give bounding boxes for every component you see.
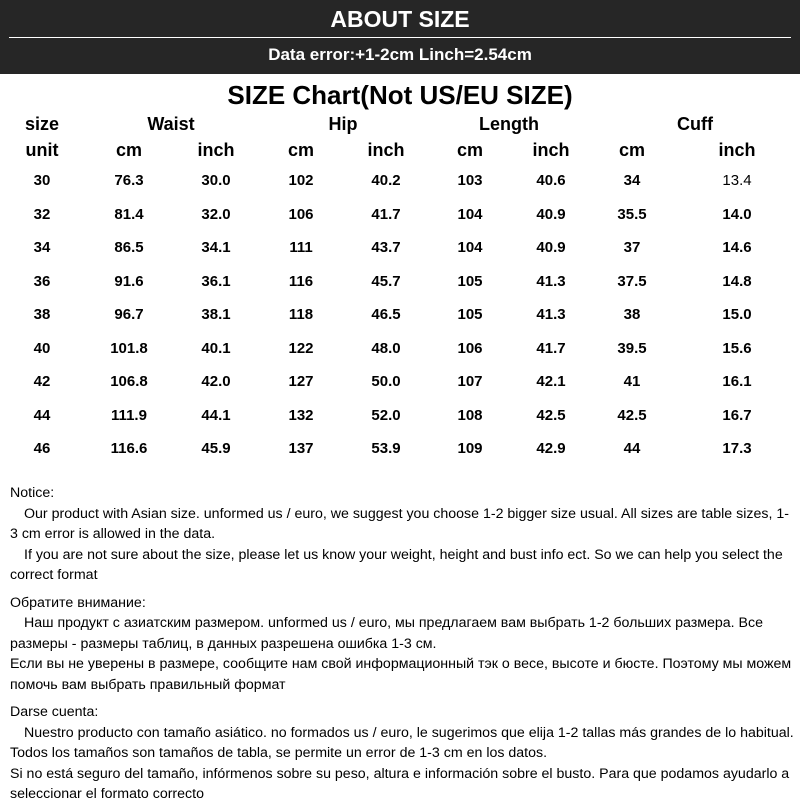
about-size-banner [0, 0, 800, 74]
size-cell: 36 [33, 272, 51, 290]
waist-inch-cell: 34.1 [201, 239, 231, 257]
length-cm-cell: 105 [457, 306, 483, 324]
hip-inch-header: inch [367, 140, 405, 160]
table-row [0, 298, 800, 332]
length-inch-cell: 41.3 [536, 306, 566, 324]
table-row [0, 164, 800, 198]
cuff-inch-cell: 13.4 [722, 172, 752, 190]
notice-heading-es: Darse cuenta: [10, 704, 99, 720]
hip-inch-cell: 41.7 [371, 205, 401, 223]
table-row [0, 231, 800, 265]
notice-section [10, 483, 795, 812]
waist-cm-cell: 86.5 [114, 239, 144, 257]
notice-es-paragraph-1: Nuestro producto con tamaño asiático. no formados us / euro, le sugerimos que elija 1-2 tallas más grandes de lo habitual. Todos los tamaños son tamaños de tabla, se permite un error de 1-3 cm en los datos. [10, 724, 794, 761]
cuff-inch-cell: 15.0 [722, 306, 752, 324]
cuff-cm-header: cm [618, 140, 645, 160]
header-length: Length [479, 114, 539, 134]
waist-inch-header: inch [197, 140, 235, 160]
unit-header-row [0, 137, 800, 164]
hip-cm-cell: 106 [288, 205, 314, 223]
notice-en-paragraph-1: Our product with Asian size. unformed us / euro, we suggest you choose 1-2 bigger size usual. All sizes are table sizes, 1-3 cm error is allowed in the data. [10, 505, 789, 542]
waist-inch-cell: 44.1 [201, 406, 231, 424]
hip-cm-cell: 137 [288, 440, 314, 458]
notice-es-paragraph-2: Si no está seguro del tamaño, infórmenos sobre su peso, altura e información sobre el busto. Para que podamos ayudarlo a seleccionar el formato correcto [10, 765, 790, 802]
notice-heading-ru: Обратите внимание: [10, 594, 146, 611]
header-hip: Hip [328, 114, 358, 134]
notice-ru-paragraph-1: Наш продукт с азиатским размером. unformed us / euro, мы предлагаем вам выбрать 1-2 больших размера. Все размеры - размеры таблиц, в данных разрешена ошибка 1-3 см. [10, 615, 763, 652]
table-row [0, 365, 800, 399]
banner-title: ABOUT SIZE [330, 6, 470, 32]
size-cell: 34 [33, 239, 51, 257]
waist-cm-cell: 106.8 [110, 373, 148, 391]
table-row [0, 399, 800, 433]
hip-inch-cell: 53.9 [371, 440, 401, 458]
hip-cm-cell: 118 [288, 306, 314, 324]
size-chart-table [0, 112, 800, 466]
waist-inch-cell: 36.1 [201, 272, 231, 290]
size-cell: 30 [33, 172, 51, 190]
length-cm-cell: 108 [457, 406, 483, 424]
waist-cm-cell: 91.6 [114, 272, 144, 290]
cuff-inch-cell: 15.6 [722, 339, 752, 357]
hip-inch-cell: 45.7 [371, 272, 401, 290]
cuff-inch-cell: 17.3 [722, 440, 752, 458]
length-inch-cell: 42.9 [536, 440, 566, 458]
size-cell: 46 [33, 440, 51, 458]
hip-inch-cell: 48.0 [371, 339, 401, 357]
hip-cm-cell: 132 [288, 406, 314, 424]
length-inch-cell: 42.5 [536, 406, 566, 424]
waist-inch-cell: 45.9 [201, 440, 231, 458]
cuff-cm-cell: 41 [623, 373, 641, 391]
hip-cm-cell: 127 [288, 373, 314, 391]
banner-subtitle: Data error:+1-2cm Linch=2.54cm [268, 45, 532, 64]
cuff-cm-cell: 38 [623, 306, 641, 324]
length-inch-cell: 40.6 [536, 172, 566, 190]
hip-inch-cell: 46.5 [371, 306, 401, 324]
banner-divider [9, 37, 791, 38]
cuff-inch-cell: 14.6 [722, 239, 752, 257]
length-inch-cell: 41.3 [536, 272, 566, 290]
table-row [0, 265, 800, 299]
length-inch-cell: 41.7 [536, 339, 566, 357]
waist-inch-cell: 32.0 [201, 205, 231, 223]
cuff-inch-cell: 14.0 [722, 205, 752, 223]
table-row [0, 198, 800, 232]
waist-inch-cell: 40.1 [201, 339, 231, 357]
cuff-inch-header: inch [718, 140, 756, 160]
cuff-cm-cell: 35.5 [617, 205, 647, 223]
hip-inch-cell: 40.2 [371, 172, 401, 190]
group-header-row [0, 112, 800, 137]
waist-cm-header: cm [115, 140, 142, 160]
cuff-cm-cell: 42.5 [617, 406, 647, 424]
size-cell: 32 [33, 205, 51, 223]
header-cuff: Cuff [677, 114, 713, 134]
size-cell: 44 [33, 406, 51, 424]
cuff-cm-cell: 39.5 [617, 339, 647, 357]
hip-inch-cell: 50.0 [371, 373, 401, 391]
header-size: size [24, 114, 60, 134]
waist-cm-cell: 76.3 [114, 172, 144, 190]
notice-en-paragraph-2: If you are not sure about the size, please let us know your weight, height and bust info ect. So we can help you select the correct format [10, 546, 783, 583]
notice-ru-paragraph-2: Если вы не уверены в размере, сообщите нам свой информационный тэк о весе, высоте и бюсте. Поэтому мы можем помочь вам выбрать правильный формат [10, 656, 792, 693]
length-cm-header: cm [456, 140, 483, 160]
notice-english [10, 483, 795, 586]
notice-spanish [10, 702, 795, 805]
length-cm-cell: 103 [457, 172, 483, 190]
length-cm-cell: 107 [457, 373, 483, 391]
waist-inch-cell: 30.0 [201, 172, 231, 190]
hip-cm-header: cm [287, 140, 314, 160]
length-cm-cell: 106 [457, 339, 483, 357]
length-inch-header: inch [532, 140, 570, 160]
hip-cm-cell: 122 [288, 339, 314, 357]
cuff-cm-cell: 44 [623, 440, 641, 458]
cuff-inch-cell: 16.1 [722, 373, 752, 391]
length-cm-cell: 105 [457, 272, 483, 290]
cuff-inch-cell: 16.7 [722, 406, 752, 424]
waist-cm-cell: 101.8 [110, 339, 148, 357]
waist-cm-cell: 111.9 [111, 406, 147, 424]
header-waist: Waist [147, 114, 195, 134]
cuff-inch-cell: 14.8 [722, 272, 752, 290]
size-cell: 42 [33, 373, 51, 391]
waist-cm-cell: 81.4 [114, 205, 144, 223]
notice-heading-en: Notice: [10, 485, 55, 501]
length-cm-cell: 104 [457, 205, 483, 223]
length-inch-cell: 40.9 [536, 205, 566, 223]
table-row [0, 332, 800, 366]
cuff-cm-cell: 37.5 [617, 272, 647, 290]
size-cell: 40 [33, 339, 51, 357]
hip-inch-cell: 43.7 [371, 239, 401, 257]
length-inch-cell: 40.9 [536, 239, 566, 257]
table-row [0, 432, 800, 466]
waist-inch-cell: 42.0 [201, 373, 231, 391]
cuff-cm-cell: 37 [623, 239, 641, 257]
notice-russian [10, 593, 795, 696]
waist-inch-cell: 38.1 [201, 306, 231, 324]
size-chart-title: SIZE Chart(Not US/EU SIZE) [227, 80, 573, 110]
unit-label: unit [25, 140, 59, 160]
hip-inch-cell: 52.0 [371, 406, 401, 424]
hip-cm-cell: 102 [288, 172, 314, 190]
hip-cm-cell: 111 [289, 239, 313, 257]
length-inch-cell: 42.1 [536, 373, 566, 391]
size-cell: 38 [33, 306, 51, 324]
hip-cm-cell: 116 [288, 272, 314, 290]
length-cm-cell: 104 [457, 239, 483, 257]
waist-cm-cell: 116.6 [110, 440, 148, 458]
waist-cm-cell: 96.7 [114, 306, 144, 324]
cuff-cm-cell: 34 [623, 172, 641, 190]
length-cm-cell: 109 [457, 440, 483, 458]
